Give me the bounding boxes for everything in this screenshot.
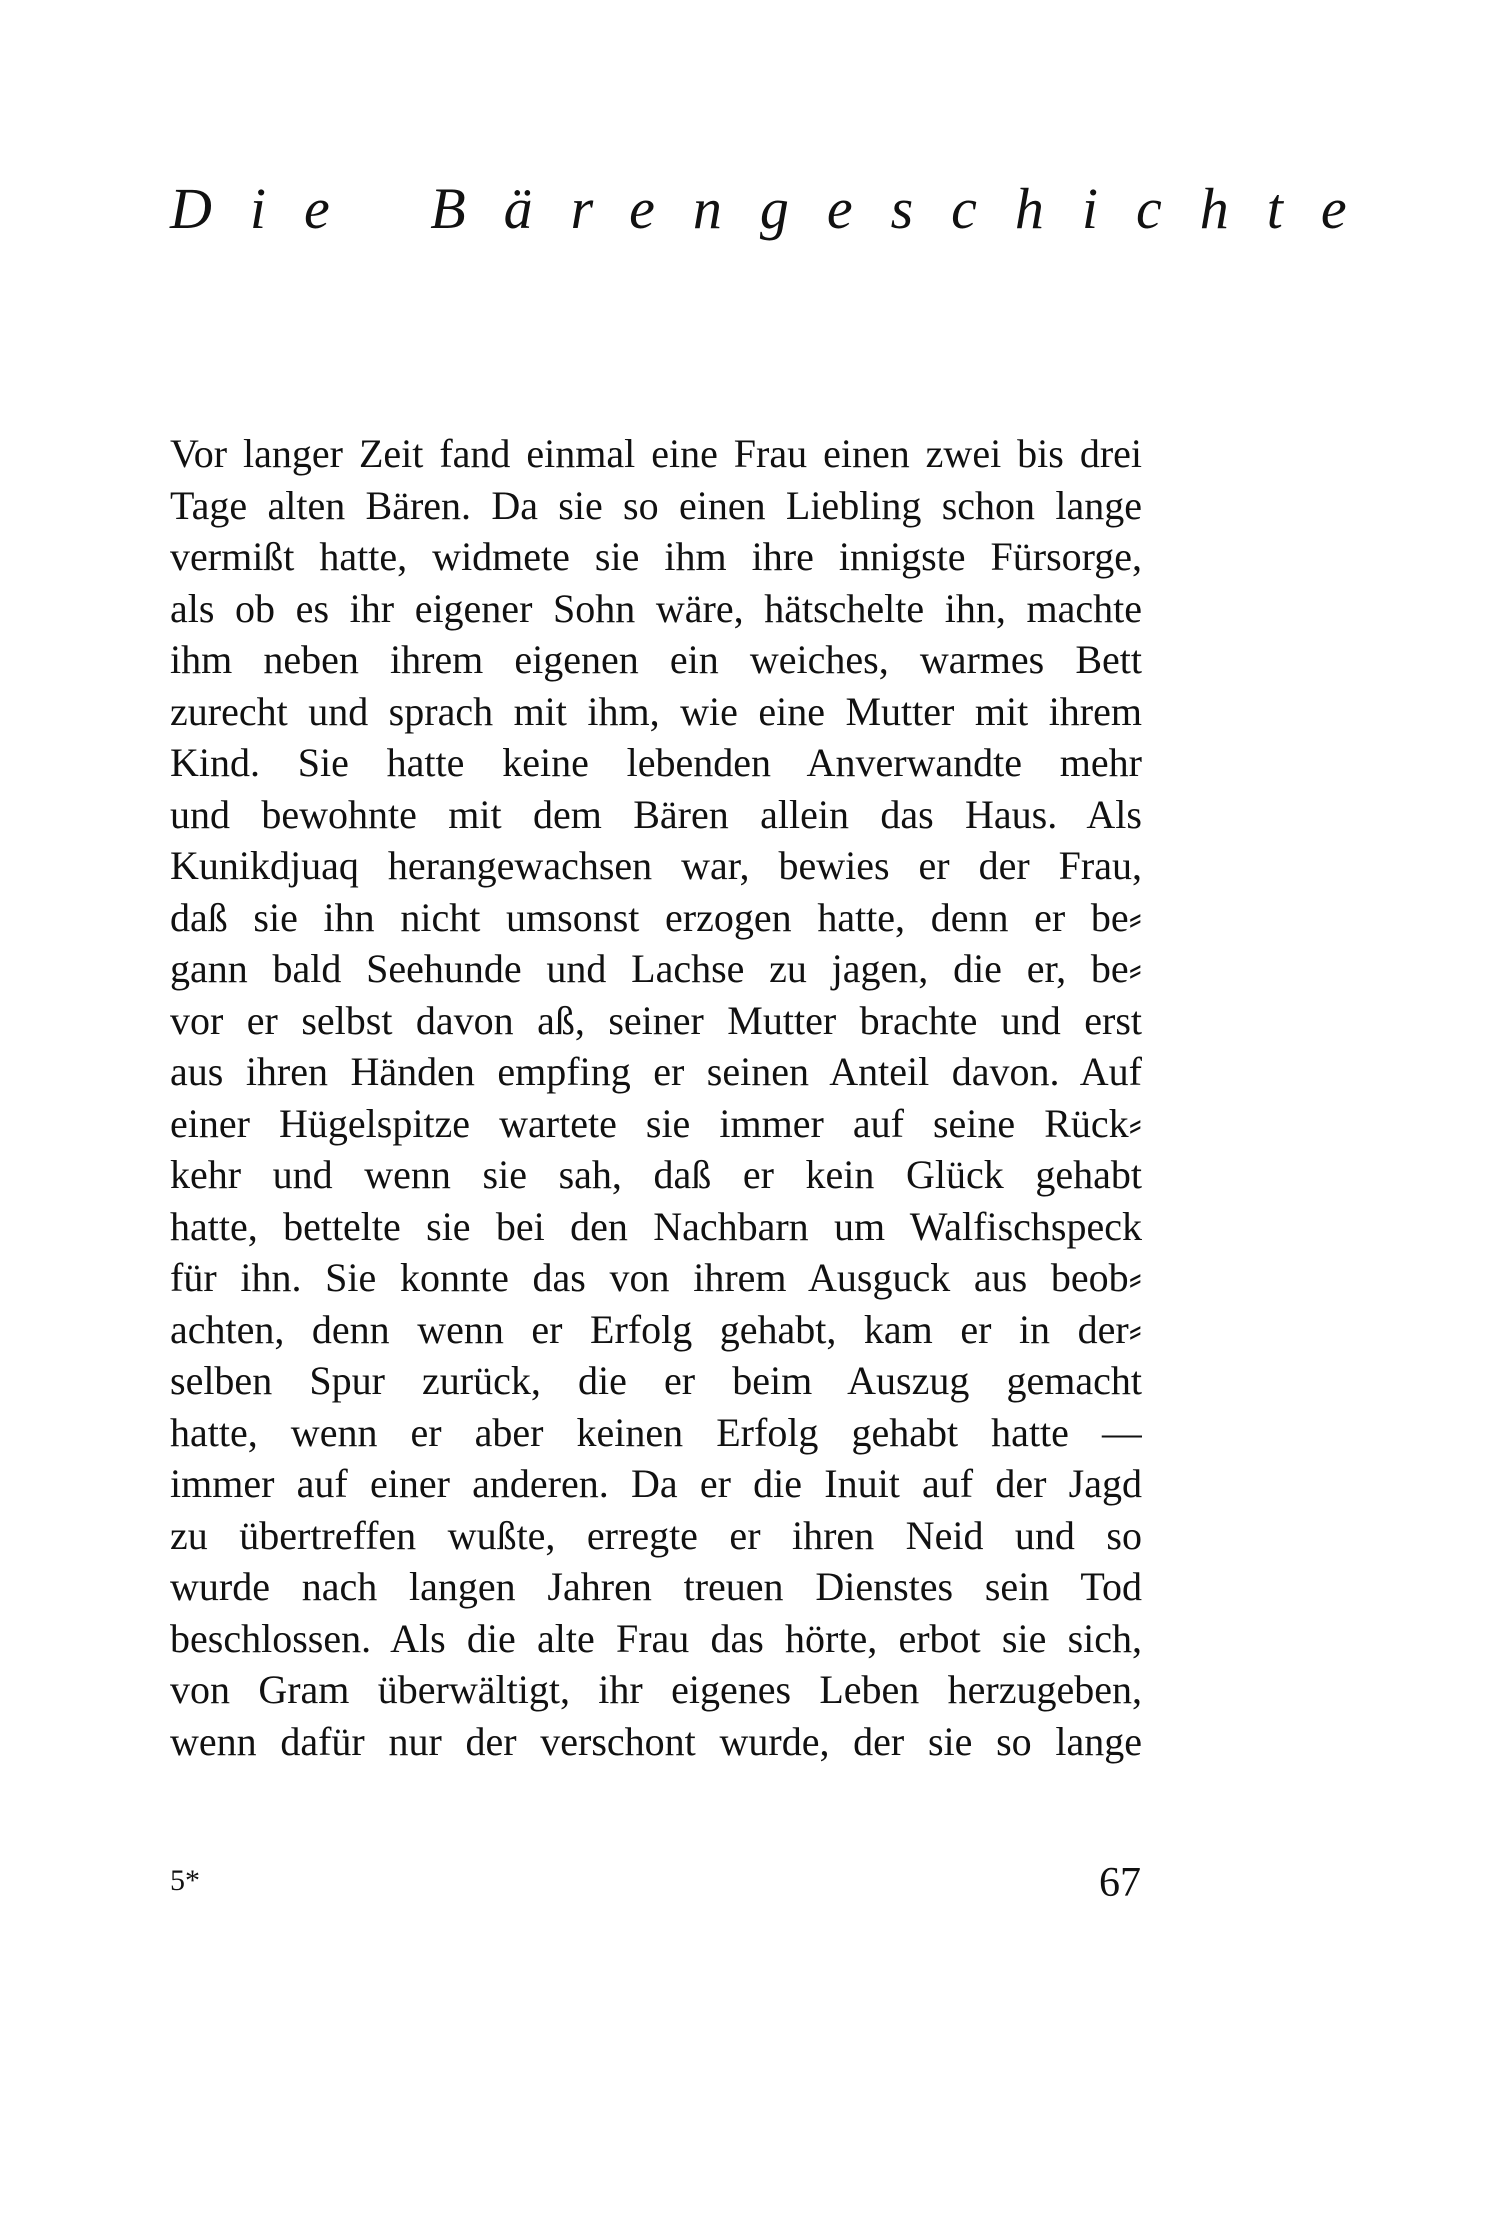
text-line: hatte, bettelte sie bei den Nachbarn um Walfischspeck [170, 1203, 1142, 1249]
text-line: vor er selbst davon aß, seiner Mutter brachte und erst [170, 997, 1142, 1043]
text-line: für ihn. Sie konnte das von ihrem Ausguck aus beob⸗ [170, 1255, 1142, 1300]
text-line: hatte, wenn er aber keinen Erfolg gehabt hatte — [170, 1409, 1142, 1455]
text-line: gann bald Seehunde und Lachse zu jagen, die er, be⸗ [170, 946, 1142, 991]
text-line: achten, denn wenn er Erfolg gehabt, kam er in der⸗ [170, 1306, 1142, 1352]
text-line: Tage alten Bären. Da sie so einen Liebling schon lange [170, 482, 1142, 528]
text-line: kehr und wenn sie sah, daß er kein Glück gehabt [170, 1152, 1142, 1197]
text-line: daß sie ihn nicht umsonst erzogen hatte, denn er be⸗ [170, 894, 1142, 940]
text-line: vermißt hatte, widmete sie ihm ihre innigste Fürsorge, [170, 534, 1142, 579]
signature-mark: 5* [170, 1864, 200, 1897]
text-line: beschlossen. Als die alte Frau das hörte, erbot sie sich, [170, 1615, 1142, 1661]
text-line: von Gram überwältigt, ihr eigenes Leben herzugeben, [170, 1667, 1142, 1712]
text-line: immer auf einer anderen. Da er die Inuit auf der Jagd [170, 1461, 1142, 1506]
text-line: ihm neben ihrem eigenen ein weiches, warmes Bett [170, 637, 1142, 682]
text-line: Vor langer Zeit fand einmal eine Frau einen zwei bis drei [170, 431, 1142, 476]
text-line: Kind. Sie hatte keine lebenden Anverwandte mehr [170, 740, 1142, 785]
text-line: aus ihren Händen empfing er seinen Anteil davon. Auf [170, 1049, 1142, 1094]
body-text [170, 428, 1142, 1767]
text-line: zu übertreffen wußte, erregte er ihren Neid und so [170, 1512, 1142, 1558]
text-line: Kunikdjuaq herangewachsen war, bewies er der Frau, [170, 843, 1142, 888]
text-line: wenn dafür nur der verschont wurde, der sie so lange [170, 1718, 1142, 1764]
text-line: zurecht und sprach mit ihm, wie eine Mutter mit ihrem [170, 688, 1142, 734]
page-number: 67 [1099, 1860, 1141, 1906]
text-line: und bewohnte mit dem Bären allein das Haus. Als [170, 791, 1142, 837]
text-line: als ob es ihr eigener Sohn wäre, hätschelte ihn, machte [170, 585, 1142, 631]
chapter-title: Die Bärengeschichte [170, 176, 1385, 241]
text-line: einer Hügelspitze wartete sie immer auf seine Rück⸗ [170, 1100, 1142, 1146]
text-line: selben Spur zurück, die er beim Auszug gemacht [170, 1358, 1142, 1403]
text-line: wurde nach langen Jahren treuen Dienstes sein Tod [170, 1564, 1142, 1609]
